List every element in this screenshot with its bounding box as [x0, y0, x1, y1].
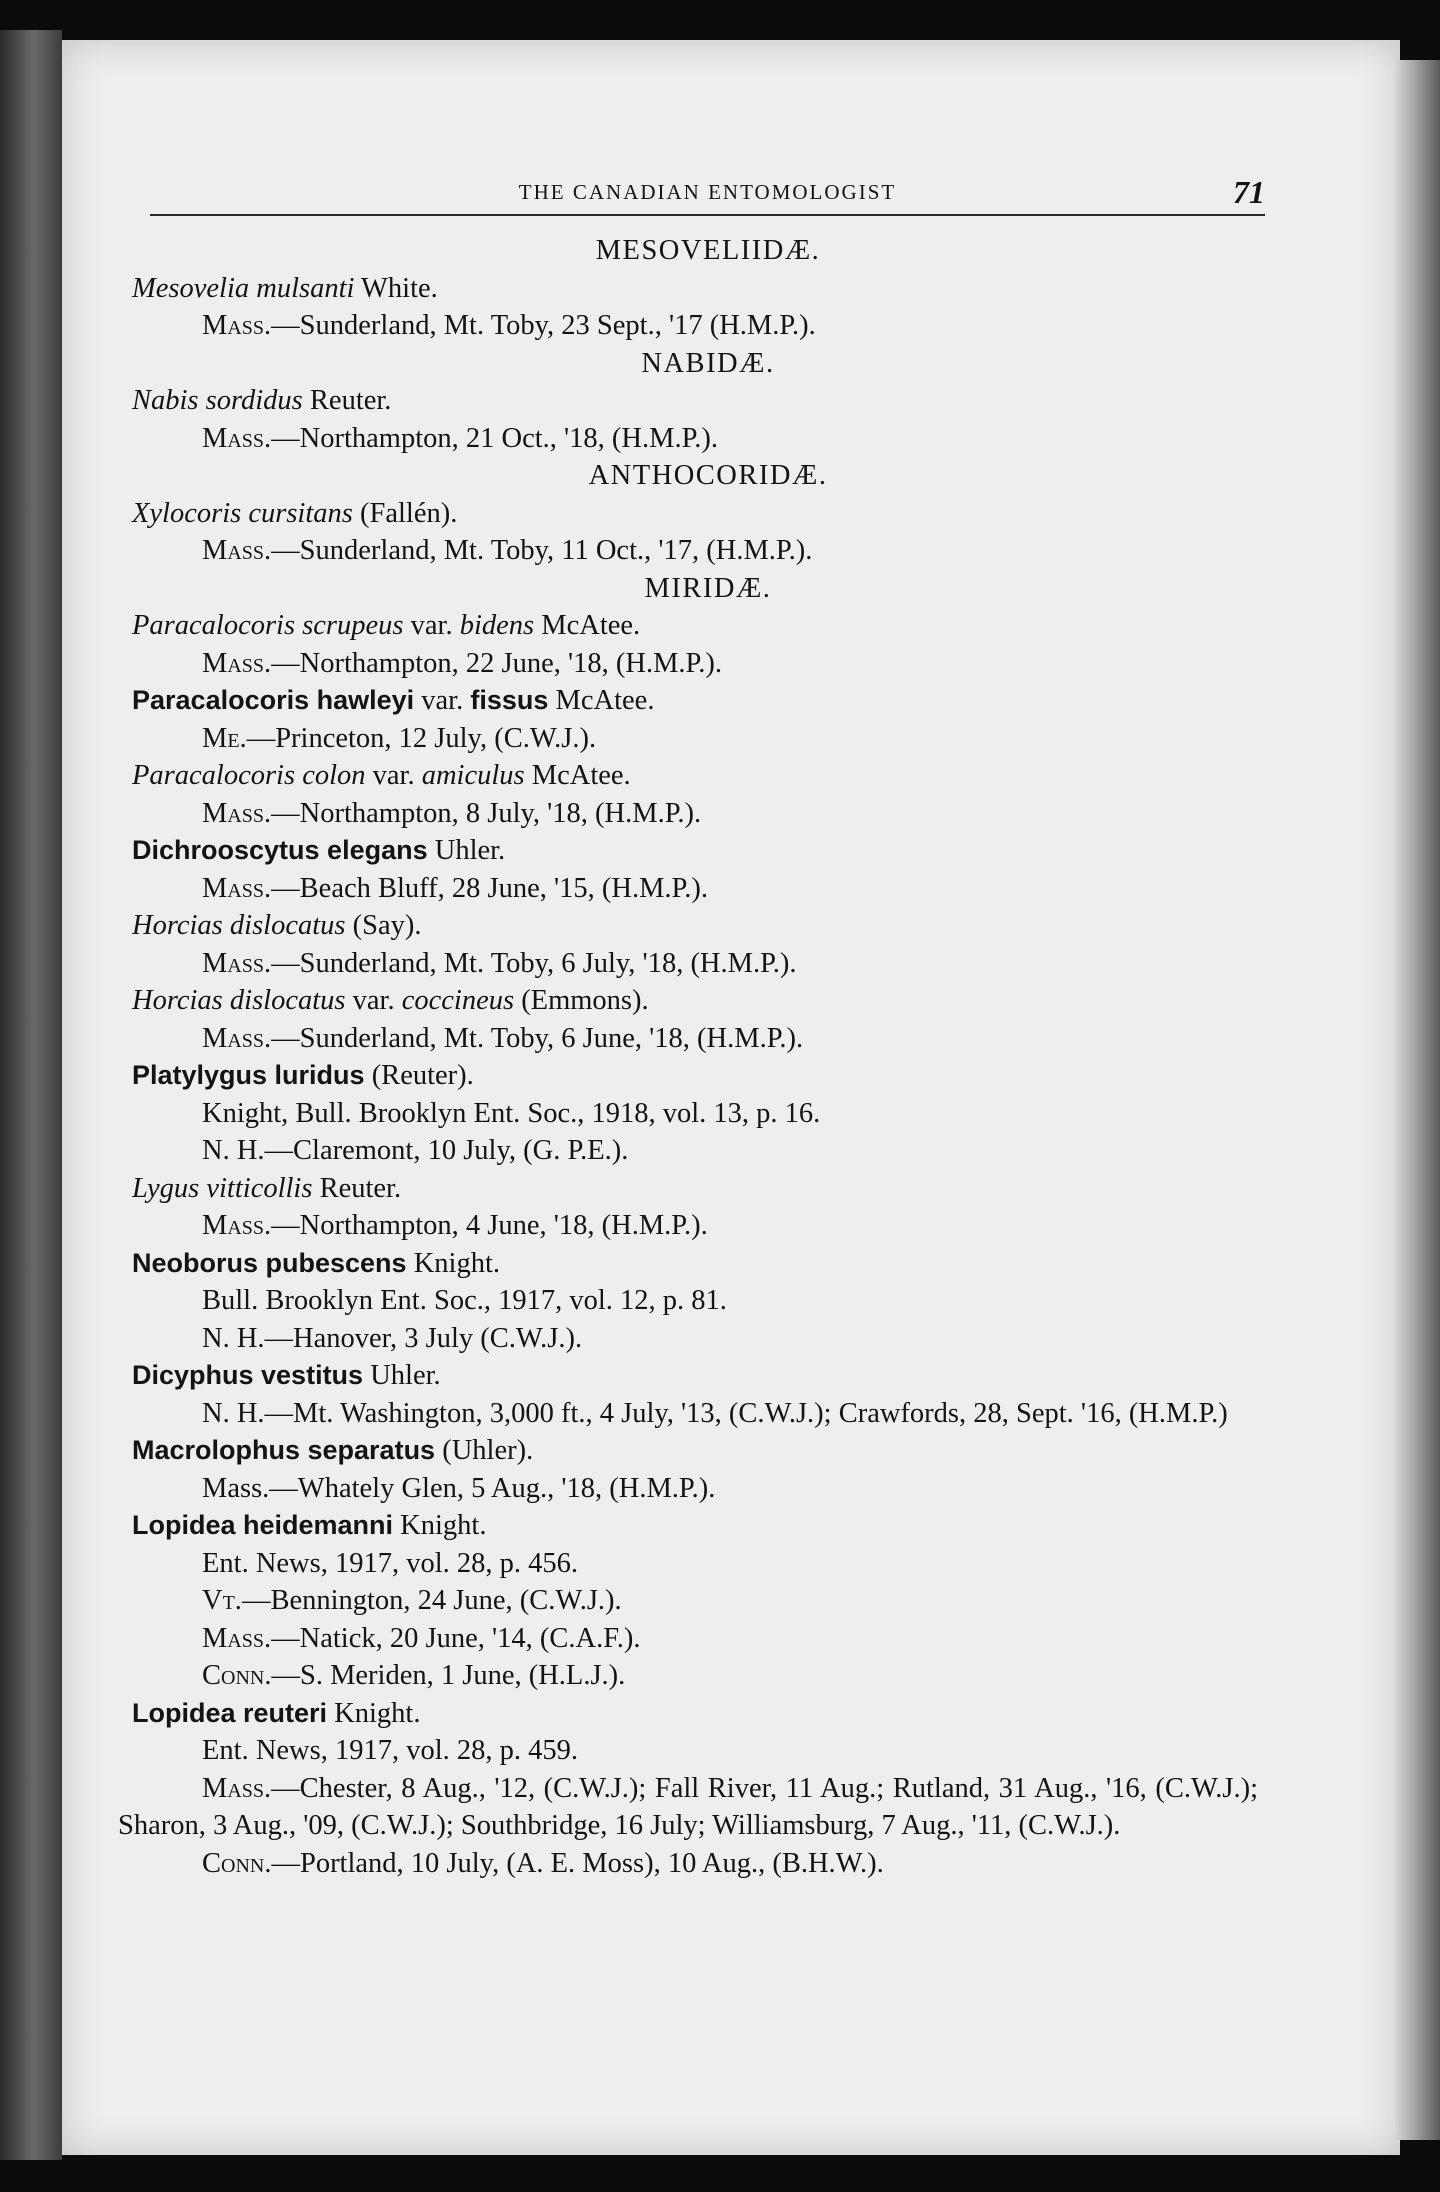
genus-species: Dichrooscytus elegans	[132, 835, 428, 865]
record-text: Bull. Brooklyn Ent. Soc., 1917, vol. 12, p. 81.	[202, 1285, 727, 1316]
family-heading: MESOVELIIDÆ.	[595, 235, 821, 266]
record-text: N. H.—Claremont, 10 July, (G. P.E.).	[202, 1135, 629, 1166]
locality-record	[118, 307, 1258, 345]
state-abbrev: Vt.	[202, 1585, 242, 1616]
locality-record	[118, 795, 1258, 833]
species-name	[132, 1170, 1258, 1208]
locality-record	[118, 1320, 1258, 1358]
locality-record	[118, 532, 1258, 570]
state-abbrev: Mass.	[202, 1022, 272, 1054]
locality-record	[118, 945, 1258, 983]
locality-record	[118, 1395, 1258, 1433]
locality-record	[118, 1770, 1258, 1845]
author: Uhler.	[427, 835, 506, 866]
locality-record	[118, 1732, 1258, 1770]
genus-species: Lopidea reuteri	[132, 1697, 328, 1728]
genus-species: Lopidea heidemanni	[132, 1510, 394, 1540]
header-rule	[150, 214, 1265, 216]
author: Reuter.	[312, 1172, 402, 1204]
genus-species: Paracalocoris scrupeus	[132, 610, 404, 641]
author: White.	[354, 272, 438, 304]
record-text: N. H.—Mt. Washington, 3,000 ft., 4 July, '13, (C.W.J.); Crawfords, 28, Sept. '16, (H.M.P.)	[202, 1397, 1228, 1429]
species-name	[132, 495, 1258, 533]
record-text: —Sunderland, Mt. Toby, 6 June, '18, (H.M.P.).	[271, 1022, 804, 1054]
locality-record	[118, 1095, 1258, 1133]
genus-species: Horcias dislocatus	[132, 910, 346, 941]
species-name	[132, 270, 1258, 308]
locality-record	[118, 1582, 1258, 1620]
locality-record	[118, 420, 1258, 458]
state-abbrev: Mass.	[202, 1622, 272, 1654]
author: (Uhler).	[435, 1435, 534, 1466]
genus-species: Platylygus luridus	[132, 1060, 365, 1090]
page-stack-edge	[1395, 60, 1440, 2140]
author: McAtee.	[548, 685, 655, 716]
record-text: —S. Meriden, 1 June, (H.L.J.).	[271, 1660, 626, 1691]
author: Uhler.	[363, 1360, 441, 1391]
species-name	[132, 982, 1258, 1020]
species-name	[132, 1357, 1258, 1395]
author: (Say).	[345, 910, 422, 941]
species-name	[132, 1057, 1258, 1095]
family-heading: NABIDÆ.	[641, 347, 775, 379]
state-abbrev: Mass.	[202, 535, 272, 566]
author: McAtee.	[534, 610, 641, 641]
locality-record	[118, 1132, 1258, 1170]
genus-species: Dicyphus vestitus	[132, 1360, 364, 1390]
genus-species: Nabis sordidus	[132, 385, 303, 416]
record-text: N. H.—Hanover, 3 July (C.W.J.).	[202, 1322, 583, 1354]
author: Knight.	[393, 1510, 487, 1541]
genus-species: Lygus vitticollis	[132, 1172, 313, 1204]
state-abbrev: Conn.	[202, 1847, 272, 1879]
genus-species: Neoborus pubescens	[132, 1247, 407, 1278]
author: Knight.	[406, 1247, 500, 1279]
locality-record	[118, 1845, 1258, 1883]
genus-species: Xylocoris cursitans	[132, 497, 353, 529]
locality-record	[118, 645, 1258, 683]
record-text: —Beach Bluff, 28 June, '15, (H.M.P.).	[271, 872, 708, 904]
author: Knight.	[327, 1697, 421, 1729]
record-text: —Sunderland, Mt. Toby, 6 July, '18, (H.M.P.).	[271, 947, 797, 979]
record-text: Mass.—Whately Glen, 5 Aug., '18, (H.M.P.).	[202, 1472, 716, 1504]
species-name	[132, 682, 1258, 720]
species-name	[132, 1432, 1258, 1470]
variety-prefix: var.	[345, 985, 402, 1016]
variety-prefix: var.	[403, 610, 460, 641]
record-text: Knight, Bull. Brooklyn Ent. Soc., 1918, vol. 13, p. 16.	[202, 1097, 821, 1129]
record-text: Ent. News, 1917, vol. 28, p. 456.	[202, 1547, 579, 1579]
state-abbrev: Mass.	[202, 872, 272, 904]
page-header	[150, 174, 1265, 214]
record-text: —Chester, 8 Aug., '12, (C.W.J.); Fall River, 11 Aug.; Rutland, 31 Aug., '16, (C.W.J.); Sharon, 3 Aug., '09, (C.W.J.); Southbridge, 16 July; Williamsburg, 7 Aug., '11, (C.W.J.).	[118, 1772, 1258, 1841]
author: (Fallén).	[352, 497, 458, 529]
state-abbrev: Mass.	[202, 422, 272, 454]
species-name	[132, 907, 1258, 945]
author: (Emmons).	[514, 985, 649, 1016]
species-name	[132, 1695, 1258, 1733]
running-head: THE CANADIAN ENTOMOLOGIST	[518, 180, 897, 204]
locality-record	[118, 1282, 1258, 1320]
locality-record	[118, 720, 1258, 758]
page-number: 71	[1233, 174, 1265, 210]
genus-species: Horcias dislocatus	[132, 985, 346, 1016]
locality-record	[118, 870, 1258, 908]
locality-record	[118, 1545, 1258, 1583]
species-name	[132, 1245, 1258, 1283]
variety-name: amiculus	[421, 760, 525, 791]
genus-species: Mesovelia mulsanti	[132, 272, 355, 304]
record-text: —Northampton, 4 June, '18, (H.M.P.).	[271, 1210, 708, 1241]
state-abbrev: Mass.	[202, 947, 272, 979]
state-abbrev: Mass.	[202, 310, 272, 341]
variety-name: coccineus	[401, 985, 515, 1016]
state-abbrev: Mass.	[202, 647, 272, 679]
record-text: —Princeton, 12 July, (C.W.J.).	[246, 722, 597, 754]
record-text: —Portland, 10 July, (A. E. Moss), 10 Aug., (B.H.W.).	[271, 1847, 884, 1879]
variety-name: fissus	[470, 685, 549, 715]
author: (Reuter).	[364, 1060, 474, 1091]
locality-record	[118, 1020, 1258, 1058]
author: McAtee.	[524, 760, 631, 791]
record-text: —Bennington, 24 June, (C.W.J.).	[241, 1585, 622, 1616]
genus-species: Paracalocoris colon	[132, 760, 366, 791]
locality-record	[118, 1470, 1258, 1508]
genus-species: Macrolophus separatus	[132, 1435, 436, 1465]
record-text: —Sunderland, Mt. Toby, 11 Oct., '17, (H.M.P.).	[271, 535, 813, 566]
record-text: —Northampton, 8 July, '18, (H.M.P.).	[271, 797, 702, 829]
species-name	[132, 607, 1258, 645]
facing-page-edge	[0, 30, 62, 2160]
locality-record	[118, 1657, 1258, 1695]
species-name	[132, 832, 1258, 870]
species-list	[118, 232, 1258, 1882]
record-text: —Sunderland, Mt. Toby, 23 Sept., '17 (H.M.P.).	[271, 310, 816, 341]
state-abbrev: Me.	[202, 722, 247, 754]
state-abbrev: Conn.	[202, 1660, 272, 1691]
record-text: Ent. News, 1917, vol. 28, p. 459.	[202, 1735, 579, 1766]
record-text: —Natick, 20 June, '14, (C.A.F.).	[271, 1622, 641, 1654]
state-abbrev: Mass.	[202, 797, 272, 829]
variety-prefix: var.	[414, 685, 471, 716]
family-heading: ANTHOCORIDÆ.	[588, 460, 828, 491]
species-name	[132, 757, 1258, 795]
species-name	[132, 1507, 1258, 1545]
genus-species: Paracalocoris hawleyi	[132, 685, 415, 715]
state-abbrev: Mass.	[202, 1210, 272, 1241]
species-name	[132, 382, 1258, 420]
record-text: —Northampton, 22 June, '18, (H.M.P.).	[271, 647, 722, 679]
variety-prefix: var.	[365, 760, 422, 791]
record-text: —Northampton, 21 Oct., '18, (H.M.P.).	[271, 422, 719, 454]
family-heading: MIRIDÆ.	[644, 572, 772, 604]
state-abbrev: Mass.	[202, 1772, 272, 1804]
variety-name: bidens	[459, 610, 535, 641]
locality-record	[118, 1620, 1258, 1658]
locality-record	[118, 1207, 1258, 1245]
author: Reuter.	[302, 385, 392, 416]
